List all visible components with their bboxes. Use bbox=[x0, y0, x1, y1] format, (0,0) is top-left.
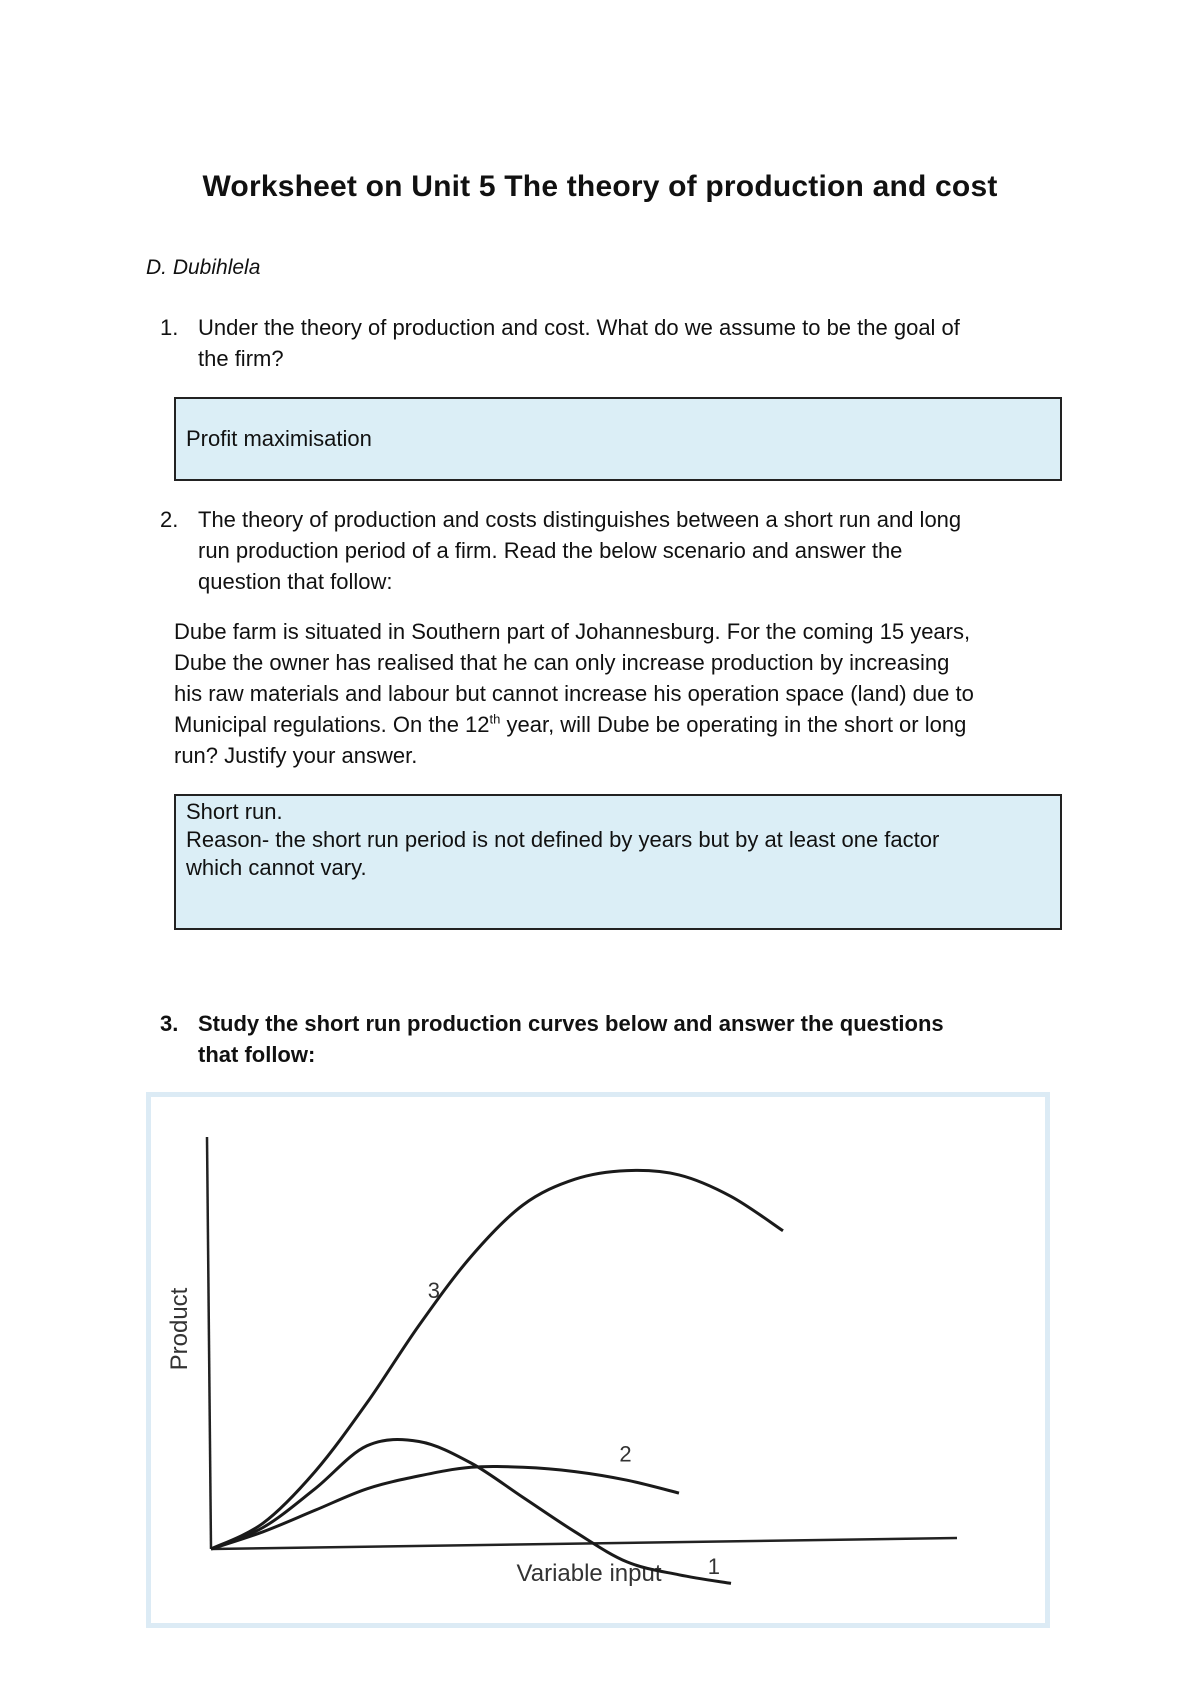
scenario-line: Dube farm is situated in Southern part of Johannesburg. For the coming 15 years, bbox=[174, 619, 971, 644]
production-curves-figure bbox=[146, 1092, 1050, 1628]
scenario-line-end: year, will Dube be operating in the short or long bbox=[500, 712, 967, 737]
answer-line: Reason- the short run period is not defined by years but by at least one factor bbox=[186, 827, 940, 852]
scenario-line: his raw materials and labour but cannot increase his operation space (land) due to bbox=[174, 681, 974, 706]
curve-3 bbox=[211, 1170, 783, 1549]
question-line: Under the theory of production and cost. What do we assume to be the goal of bbox=[198, 315, 960, 340]
question-2 bbox=[160, 504, 1060, 600]
scenario-text bbox=[174, 616, 1074, 771]
question-line: run production period of a firm. Read the below scenario and answer the bbox=[198, 538, 903, 563]
question-line: question that follow: bbox=[198, 569, 393, 594]
question-text bbox=[198, 312, 960, 374]
question-text bbox=[198, 1008, 944, 1070]
answer-line: Profit maximisation bbox=[186, 426, 372, 451]
question-line: that follow: bbox=[198, 1042, 316, 1067]
question-line: The theory of production and costs distinguishes between a short run and long bbox=[198, 507, 962, 532]
question-line: Study the short run production curves below and answer the questions bbox=[198, 1011, 944, 1036]
x-axis-label: Variable input bbox=[516, 1560, 662, 1587]
y-axis-label: Product bbox=[166, 1287, 193, 1371]
scenario-line-start: Municipal regulations. On the 12 bbox=[174, 712, 490, 737]
ordinal-suffix: th bbox=[489, 711, 501, 727]
page-title: Worksheet on Unit 5 The theory of production and cost bbox=[202, 170, 998, 203]
question-3 bbox=[160, 1008, 1060, 1072]
question-line: the firm? bbox=[198, 346, 284, 371]
answer-line: Short run. bbox=[186, 799, 283, 824]
curve-label-1: 1 bbox=[707, 1554, 721, 1580]
scenario-line bbox=[174, 709, 1074, 740]
question-1 bbox=[160, 312, 1060, 376]
x-axis bbox=[211, 1538, 957, 1549]
question-number: 3. bbox=[160, 1011, 179, 1036]
answer-box-2 bbox=[174, 794, 1062, 930]
curve-label-3: 3 bbox=[427, 1277, 441, 1303]
y-axis bbox=[207, 1137, 211, 1549]
answer-box-1 bbox=[174, 397, 1062, 481]
question-text bbox=[198, 504, 961, 597]
answer-line: which cannot vary. bbox=[186, 855, 367, 880]
curve-label-2: 2 bbox=[619, 1441, 632, 1467]
production-curves-chart bbox=[151, 1097, 1045, 1623]
author: D. Dubihlela bbox=[146, 256, 261, 279]
question-number: 1. bbox=[160, 315, 179, 340]
scenario-line: run? Justify your answer. bbox=[174, 743, 418, 768]
question-number: 2. bbox=[160, 507, 179, 532]
scenario-line: Dube the owner has realised that he can only increase production by increasing bbox=[174, 650, 950, 675]
